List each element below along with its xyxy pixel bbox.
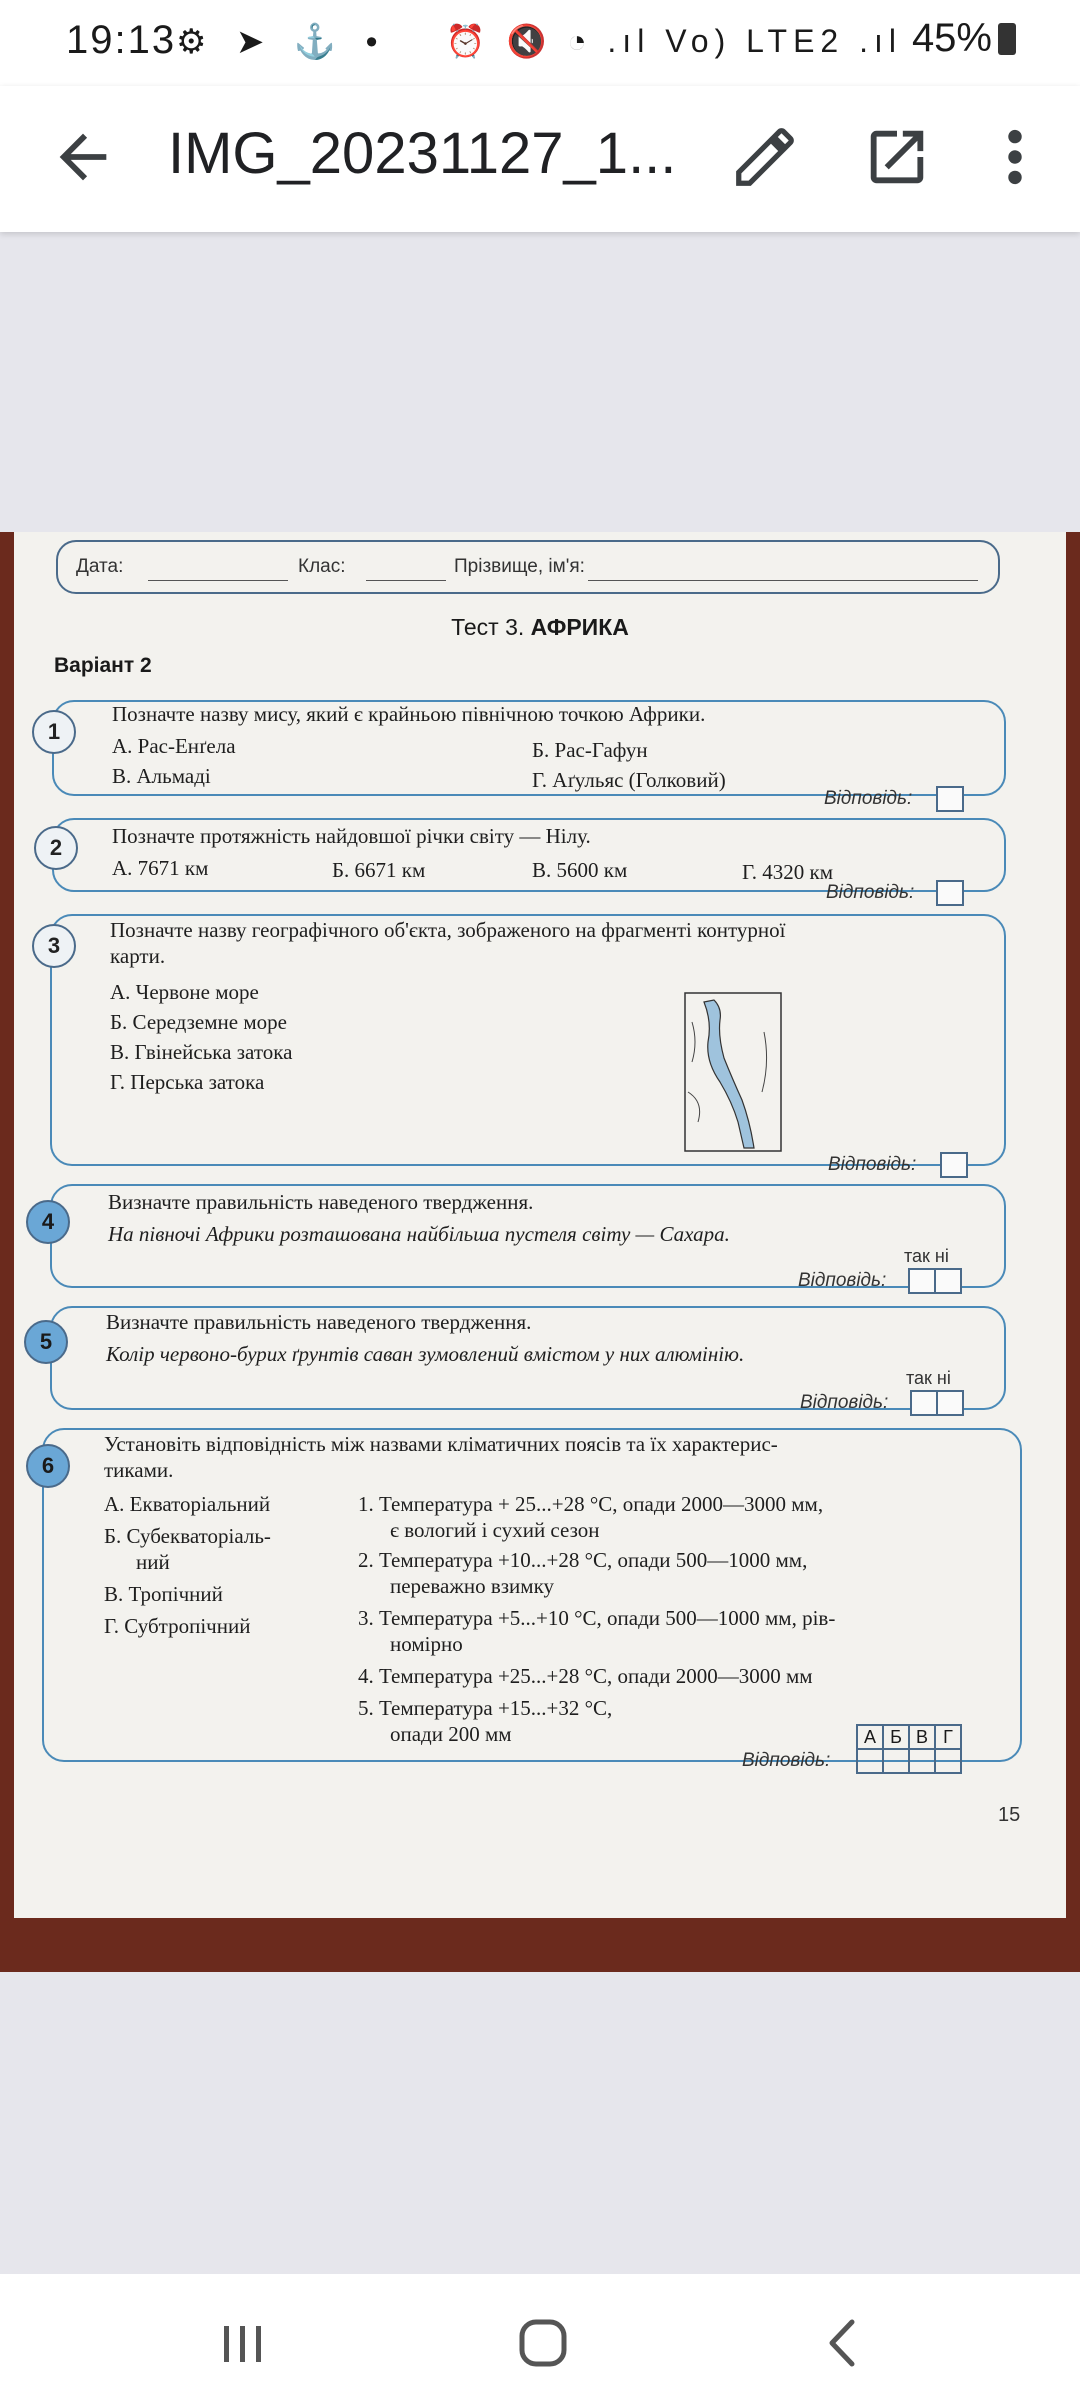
q3-option-g: Г. Перська затока — [110, 1070, 265, 1094]
q6-climate-v: В. Тропічний — [104, 1582, 223, 1606]
q6-char-2: 2. Температура +10...+28 °С, опади 500—1000 мм, — [358, 1548, 808, 1572]
system-icons: ⏰ 🔇 ◔ .ıl Vo) LTE2 .ıl — [445, 23, 902, 59]
q4-true-false-label: так ні — [904, 1246, 949, 1266]
q2-option-a: А. 7671 км — [112, 856, 209, 880]
open-external-icon[interactable] — [862, 122, 932, 192]
q6-char-2-cont: переважно взимку — [390, 1574, 554, 1598]
q6-char-5: 5. Температура +15...+32 °С, — [358, 1696, 613, 1720]
q6-char-4: 4. Температура +25...+28 °С, опади 2000—3000 мм — [358, 1664, 813, 1688]
q4-answer-no[interactable] — [934, 1268, 962, 1294]
q5-answer-label: Відповідь: — [800, 1392, 889, 1413]
question-4-statement: На півночі Африки розташована найбільша пустеля світу — Сахара. — [108, 1222, 730, 1246]
q3-option-v: В. Гвінейська затока — [110, 1040, 293, 1064]
question-5-text: Визначте правильність наведеного твердження. — [106, 1310, 532, 1334]
worksheet-page — [14, 532, 1066, 1918]
question-6-text-line1: Установіть відповідність між назвами кліматичних поясів та їх характерис- — [104, 1432, 778, 1456]
question-3-number: 3 — [32, 924, 76, 968]
question-3-text-line2: карти. — [110, 944, 166, 968]
worksheet-photo[interactable] — [0, 532, 1080, 1972]
q3-option-a: А. Червоне море — [110, 980, 259, 1004]
q1-answer-box[interactable] — [936, 786, 964, 812]
app-bar — [0, 86, 1080, 232]
test-title — [14, 614, 1066, 641]
question-6-text-line2: тиками. — [104, 1458, 174, 1482]
question-4-number: 4 — [26, 1200, 70, 1244]
test-number: Тест 3. — [451, 614, 525, 640]
date-line — [148, 580, 288, 581]
grid-cell-b[interactable] — [883, 1749, 909, 1773]
back-arrow-icon[interactable] — [48, 122, 118, 192]
grid-header-b: Б — [883, 1725, 909, 1749]
q6-answer-label: Відповідь: — [742, 1750, 831, 1771]
q6-climate-b-cont: ний — [136, 1550, 170, 1574]
q2-option-b: Б. 6671 км — [332, 858, 426, 882]
variant-label: Варіант 2 — [54, 654, 152, 677]
question-2-text: Позначте протяжність найдовшої річки світу — Нілу. — [112, 824, 591, 848]
question-5-statement: Колір червоно-бурих ґрунтів саван зумовлений вмістом у них алюмінію. — [106, 1342, 745, 1366]
question-6-number: 6 — [26, 1444, 70, 1488]
class-line — [366, 580, 446, 581]
q6-climate-a: А. Екваторіальний — [104, 1492, 271, 1516]
q6-char-5-cont: опади 200 мм — [390, 1722, 512, 1746]
q5-answer-no[interactable] — [936, 1390, 964, 1416]
more-options-icon[interactable] — [990, 122, 1040, 192]
q4-answer-label: Відповідь: — [798, 1270, 887, 1291]
battery-percent: 45% — [911, 16, 992, 60]
q5-true-false-label: так ні — [906, 1368, 951, 1388]
page-number: 15 — [998, 1804, 1021, 1826]
date-label: Дата: — [76, 556, 124, 577]
question-5-number: 5 — [24, 1320, 68, 1364]
class-label: Клас: — [298, 556, 346, 577]
name-line — [588, 580, 978, 581]
test-topic: АФРИКА — [530, 614, 629, 640]
q4-answer-yes[interactable] — [908, 1268, 936, 1294]
q1-option-b: Б. Рас-Гафун — [532, 738, 648, 762]
q6-climate-b: Б. Субекваторіаль- — [104, 1524, 271, 1548]
q1-answer-label: Відповідь: — [824, 788, 913, 809]
q1-option-a: А. Рас-Енґела — [112, 734, 236, 758]
grid-header-a: А — [857, 1725, 883, 1749]
q3-option-b: Б. Середземне море — [110, 1010, 287, 1034]
q6-char-3-cont: номірно — [390, 1632, 463, 1656]
image-title: IMG_20231127_1... — [168, 121, 677, 186]
name-label: Прізвище, ім'я: — [454, 556, 585, 577]
system-nav-bar — [0, 2274, 1080, 2408]
grid-cell-g[interactable] — [935, 1749, 961, 1773]
grid-header-v: В — [909, 1725, 935, 1749]
q5-answer-yes[interactable] — [910, 1390, 938, 1416]
question-2-number: 2 — [34, 826, 78, 870]
q1-option-v: В. Альмаді — [112, 764, 211, 788]
q1-option-g: Г. Аґульяс (Голковий) — [532, 768, 726, 792]
grid-cell-a[interactable] — [857, 1749, 883, 1773]
q2-answer-box[interactable] — [936, 880, 964, 906]
status-bar — [0, 0, 1080, 86]
q6-char-1-cont: є вологий і сухий сезон — [390, 1518, 600, 1542]
status-time: 19:13 — [66, 18, 177, 62]
battery-indicator — [912, 16, 1016, 61]
grid-cell-v[interactable] — [909, 1749, 935, 1773]
q3-answer-box[interactable] — [940, 1152, 968, 1178]
recent-apps-icon[interactable] — [208, 2308, 278, 2378]
q2-answer-label: Відповідь: — [826, 882, 915, 903]
question-4-text: Визначте правильність наведеного твердження. — [108, 1190, 534, 1214]
notification-icons: ⚙ ➤ ⚓ • — [176, 23, 388, 61]
q2-option-v: В. 5600 км — [532, 858, 628, 882]
question-1-text: Позначте назву мису, який є крайньою північною точкою Африки. — [112, 702, 706, 726]
edit-pencil-icon[interactable] — [730, 122, 800, 192]
q3-answer-label: Відповідь: — [828, 1154, 917, 1175]
q6-char-3: 3. Температура +5...+10 °С, опади 500—1000 мм, рів- — [358, 1606, 836, 1630]
question-1-number: 1 — [32, 710, 76, 754]
student-info-header — [56, 540, 1000, 594]
question-3-text-line1: Позначте назву географічного об'єкта, зображеного на фрагменті контурної — [110, 918, 786, 942]
q2-option-g: Г. 4320 км — [742, 860, 834, 884]
q6-answer-grid — [856, 1724, 962, 1774]
contour-map-fragment — [684, 992, 782, 1152]
back-nav-icon[interactable] — [808, 2308, 878, 2378]
battery-icon — [998, 23, 1016, 55]
q6-climate-g: Г. Субтропічний — [104, 1614, 251, 1638]
q6-char-1: 1. Температура + 25...+28 °С, опади 2000—3000 мм, — [358, 1492, 824, 1516]
grid-header-g: Г — [935, 1725, 961, 1749]
home-icon[interactable] — [508, 2308, 578, 2378]
